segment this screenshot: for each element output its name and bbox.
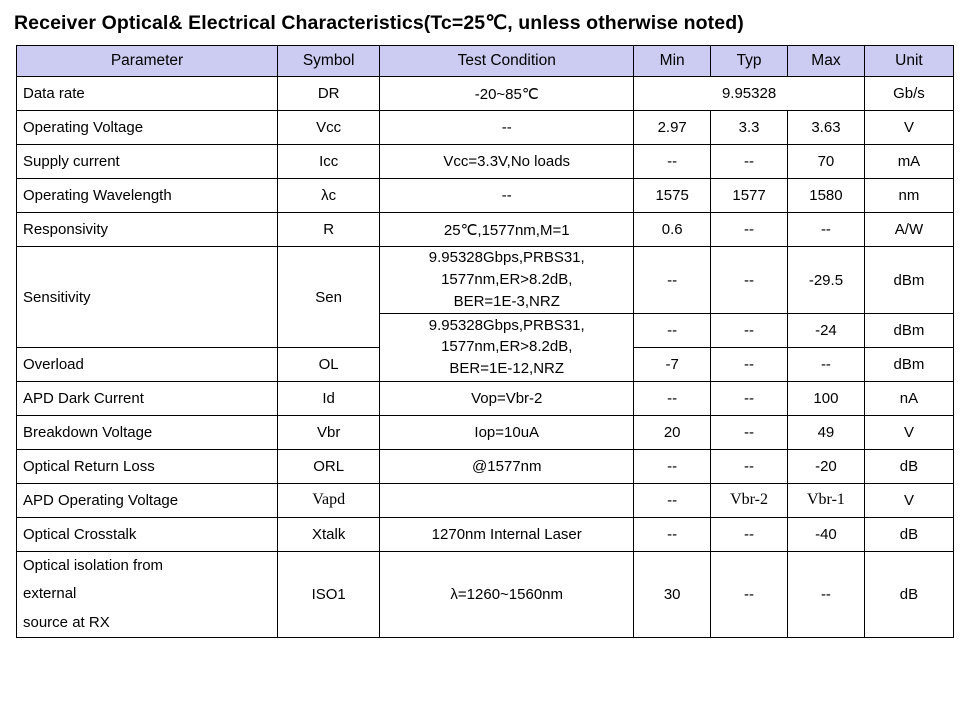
cell-max: -- [788, 347, 865, 381]
cell-unit: dB [864, 449, 953, 483]
cell-parameter: Breakdown Voltage [17, 415, 278, 449]
cell-max: 49 [788, 415, 865, 449]
cell-max: 3.63 [788, 111, 865, 145]
cell-max: Vbr-1 [788, 483, 865, 517]
cell-max: -20 [788, 449, 865, 483]
table-row [17, 247, 954, 313]
cell-condition: -- [380, 111, 634, 145]
table-row [17, 77, 954, 111]
condition-line: 9.95328Gbps,PRBS31, [428, 249, 585, 267]
cell-unit: V [864, 111, 953, 145]
cell-min: 30 [634, 551, 711, 638]
cell-min: -- [634, 449, 711, 483]
cell-typ: Vbr-2 [711, 483, 788, 517]
cell-parameter: Sensitivity [17, 247, 278, 347]
cell-parameter [17, 551, 278, 638]
condition-line: 9.95328Gbps,PRBS31, [428, 316, 585, 334]
cell-parameter: Responsivity [17, 213, 278, 247]
cell-typ: -- [711, 415, 788, 449]
cell-typ: -- [711, 313, 788, 347]
cell-symbol: OL [278, 347, 380, 381]
cell-symbol: R [278, 213, 380, 247]
table-row [17, 449, 954, 483]
cell-condition: @1577nm [380, 449, 634, 483]
cell-min: -- [634, 247, 711, 313]
table-body [17, 77, 954, 638]
page-title: Receiver Optical& Electrical Characteristics(Tc=25℃, unless otherwise noted) [14, 12, 744, 34]
cell-min: 2.97 [634, 111, 711, 145]
column-header-symbol: Symbol [278, 46, 380, 77]
cell-parameter: Optical Return Loss [17, 449, 278, 483]
cell-typ: 1577 [711, 179, 788, 213]
cell-unit: nm [864, 179, 953, 213]
cell-unit: dB [864, 551, 953, 638]
cell-parameter: APD Dark Current [17, 381, 278, 415]
cell-typ: -- [711, 517, 788, 551]
condition-line: BER=1E-3,NRZ [453, 292, 560, 310]
condition-line: 1577nm,ER>8.2dB, [441, 271, 573, 289]
condition-line: 1577nm,ER>8.2dB, [441, 338, 573, 356]
cell-typ: -- [711, 213, 788, 247]
spec-table-container [0, 45, 969, 638]
header-row [17, 46, 954, 77]
cell-symbol: Vapd [278, 483, 380, 517]
cell-max: -- [788, 551, 865, 638]
cell-unit: dBm [864, 347, 953, 381]
cell-condition: λ=1260~1560nm [380, 551, 634, 638]
table-row [17, 483, 954, 517]
cell-typ: -- [711, 449, 788, 483]
cell-symbol: Id [278, 381, 380, 415]
cell-typ: -- [711, 145, 788, 179]
cell-condition: Vop=Vbr-2 [380, 381, 634, 415]
cell-merged-value: 9.95328 [634, 77, 865, 111]
table-row [17, 213, 954, 247]
cell-unit: Gb/s [864, 77, 953, 111]
cell-min: -7 [634, 347, 711, 381]
cell-unit: nA [864, 381, 953, 415]
cell-symbol: Vcc [278, 111, 380, 145]
column-header-test-condition: Test Condition [380, 46, 634, 77]
cell-unit: dB [864, 517, 953, 551]
parameter-line: Optical isolation from [23, 556, 164, 574]
table-row [17, 179, 954, 213]
table-row [17, 145, 954, 179]
table-header [17, 46, 954, 77]
cell-max: -- [788, 213, 865, 247]
table-row [17, 111, 954, 145]
cell-symbol: Xtalk [278, 517, 380, 551]
cell-parameter: APD Operating Voltage [17, 483, 278, 517]
cell-condition: -20~85℃ [380, 77, 634, 111]
cell-condition: Iop=10uA [380, 415, 634, 449]
cell-unit: dBm [864, 313, 953, 347]
cell-unit: V [864, 483, 953, 517]
cell-max: -40 [788, 517, 865, 551]
cell-unit: A/W [864, 213, 953, 247]
cell-condition [380, 483, 634, 517]
table-row [17, 415, 954, 449]
cell-condition: 1270nm Internal Laser [380, 517, 634, 551]
cell-min: 20 [634, 415, 711, 449]
table-row [17, 551, 954, 638]
cell-min: 0.6 [634, 213, 711, 247]
column-header-typ: Typ [711, 46, 788, 77]
cell-max: 70 [788, 145, 865, 179]
cell-min: 1575 [634, 179, 711, 213]
cell-min: -- [634, 381, 711, 415]
cell-symbol: ORL [278, 449, 380, 483]
column-header-min: Min [634, 46, 711, 77]
cell-parameter: Data rate [17, 77, 278, 111]
parameter-line: external [23, 585, 77, 603]
cell-unit: mA [864, 145, 953, 179]
cell-parameter: Overload [17, 347, 278, 381]
cell-symbol: Icc [278, 145, 380, 179]
receiver-characteristics-table [16, 45, 954, 638]
cell-min: -- [634, 313, 711, 347]
cell-parameter: Optical Crosstalk [17, 517, 278, 551]
cell-max: 100 [788, 381, 865, 415]
cell-symbol: DR [278, 77, 380, 111]
table-row [17, 517, 954, 551]
cell-symbol: ISO1 [278, 551, 380, 638]
cell-max: -24 [788, 313, 865, 347]
cell-parameter: Operating Wavelength [17, 179, 278, 213]
cell-max: -29.5 [788, 247, 865, 313]
cell-typ: 3.3 [711, 111, 788, 145]
cell-condition: 25℃,1577nm,M=1 [380, 213, 634, 247]
table-row [17, 381, 954, 415]
cell-condition: Vcc=3.3V,No loads [380, 145, 634, 179]
cell-symbol: λc [278, 179, 380, 213]
cell-condition: -- [380, 179, 634, 213]
column-header-parameter: Parameter [17, 46, 278, 77]
cell-min: -- [634, 483, 711, 517]
cell-unit: dBm [864, 247, 953, 313]
cell-typ: -- [711, 381, 788, 415]
cell-parameter: Operating Voltage [17, 111, 278, 145]
condition-line: BER=1E-12,NRZ [449, 360, 565, 378]
column-header-unit: Unit [864, 46, 953, 77]
cell-min: -- [634, 145, 711, 179]
cell-typ: -- [711, 247, 788, 313]
cell-symbol: Sen [278, 247, 380, 347]
cell-unit: V [864, 415, 953, 449]
cell-condition [380, 247, 634, 313]
cell-parameter: Supply current [17, 145, 278, 179]
cell-typ: -- [711, 551, 788, 638]
cell-symbol: Vbr [278, 415, 380, 449]
cell-min: -- [634, 517, 711, 551]
column-header-max: Max [788, 46, 865, 77]
cell-condition [380, 313, 634, 381]
parameter-line: source at RX [23, 613, 110, 631]
cell-max: 1580 [788, 179, 865, 213]
cell-typ: -- [711, 347, 788, 381]
